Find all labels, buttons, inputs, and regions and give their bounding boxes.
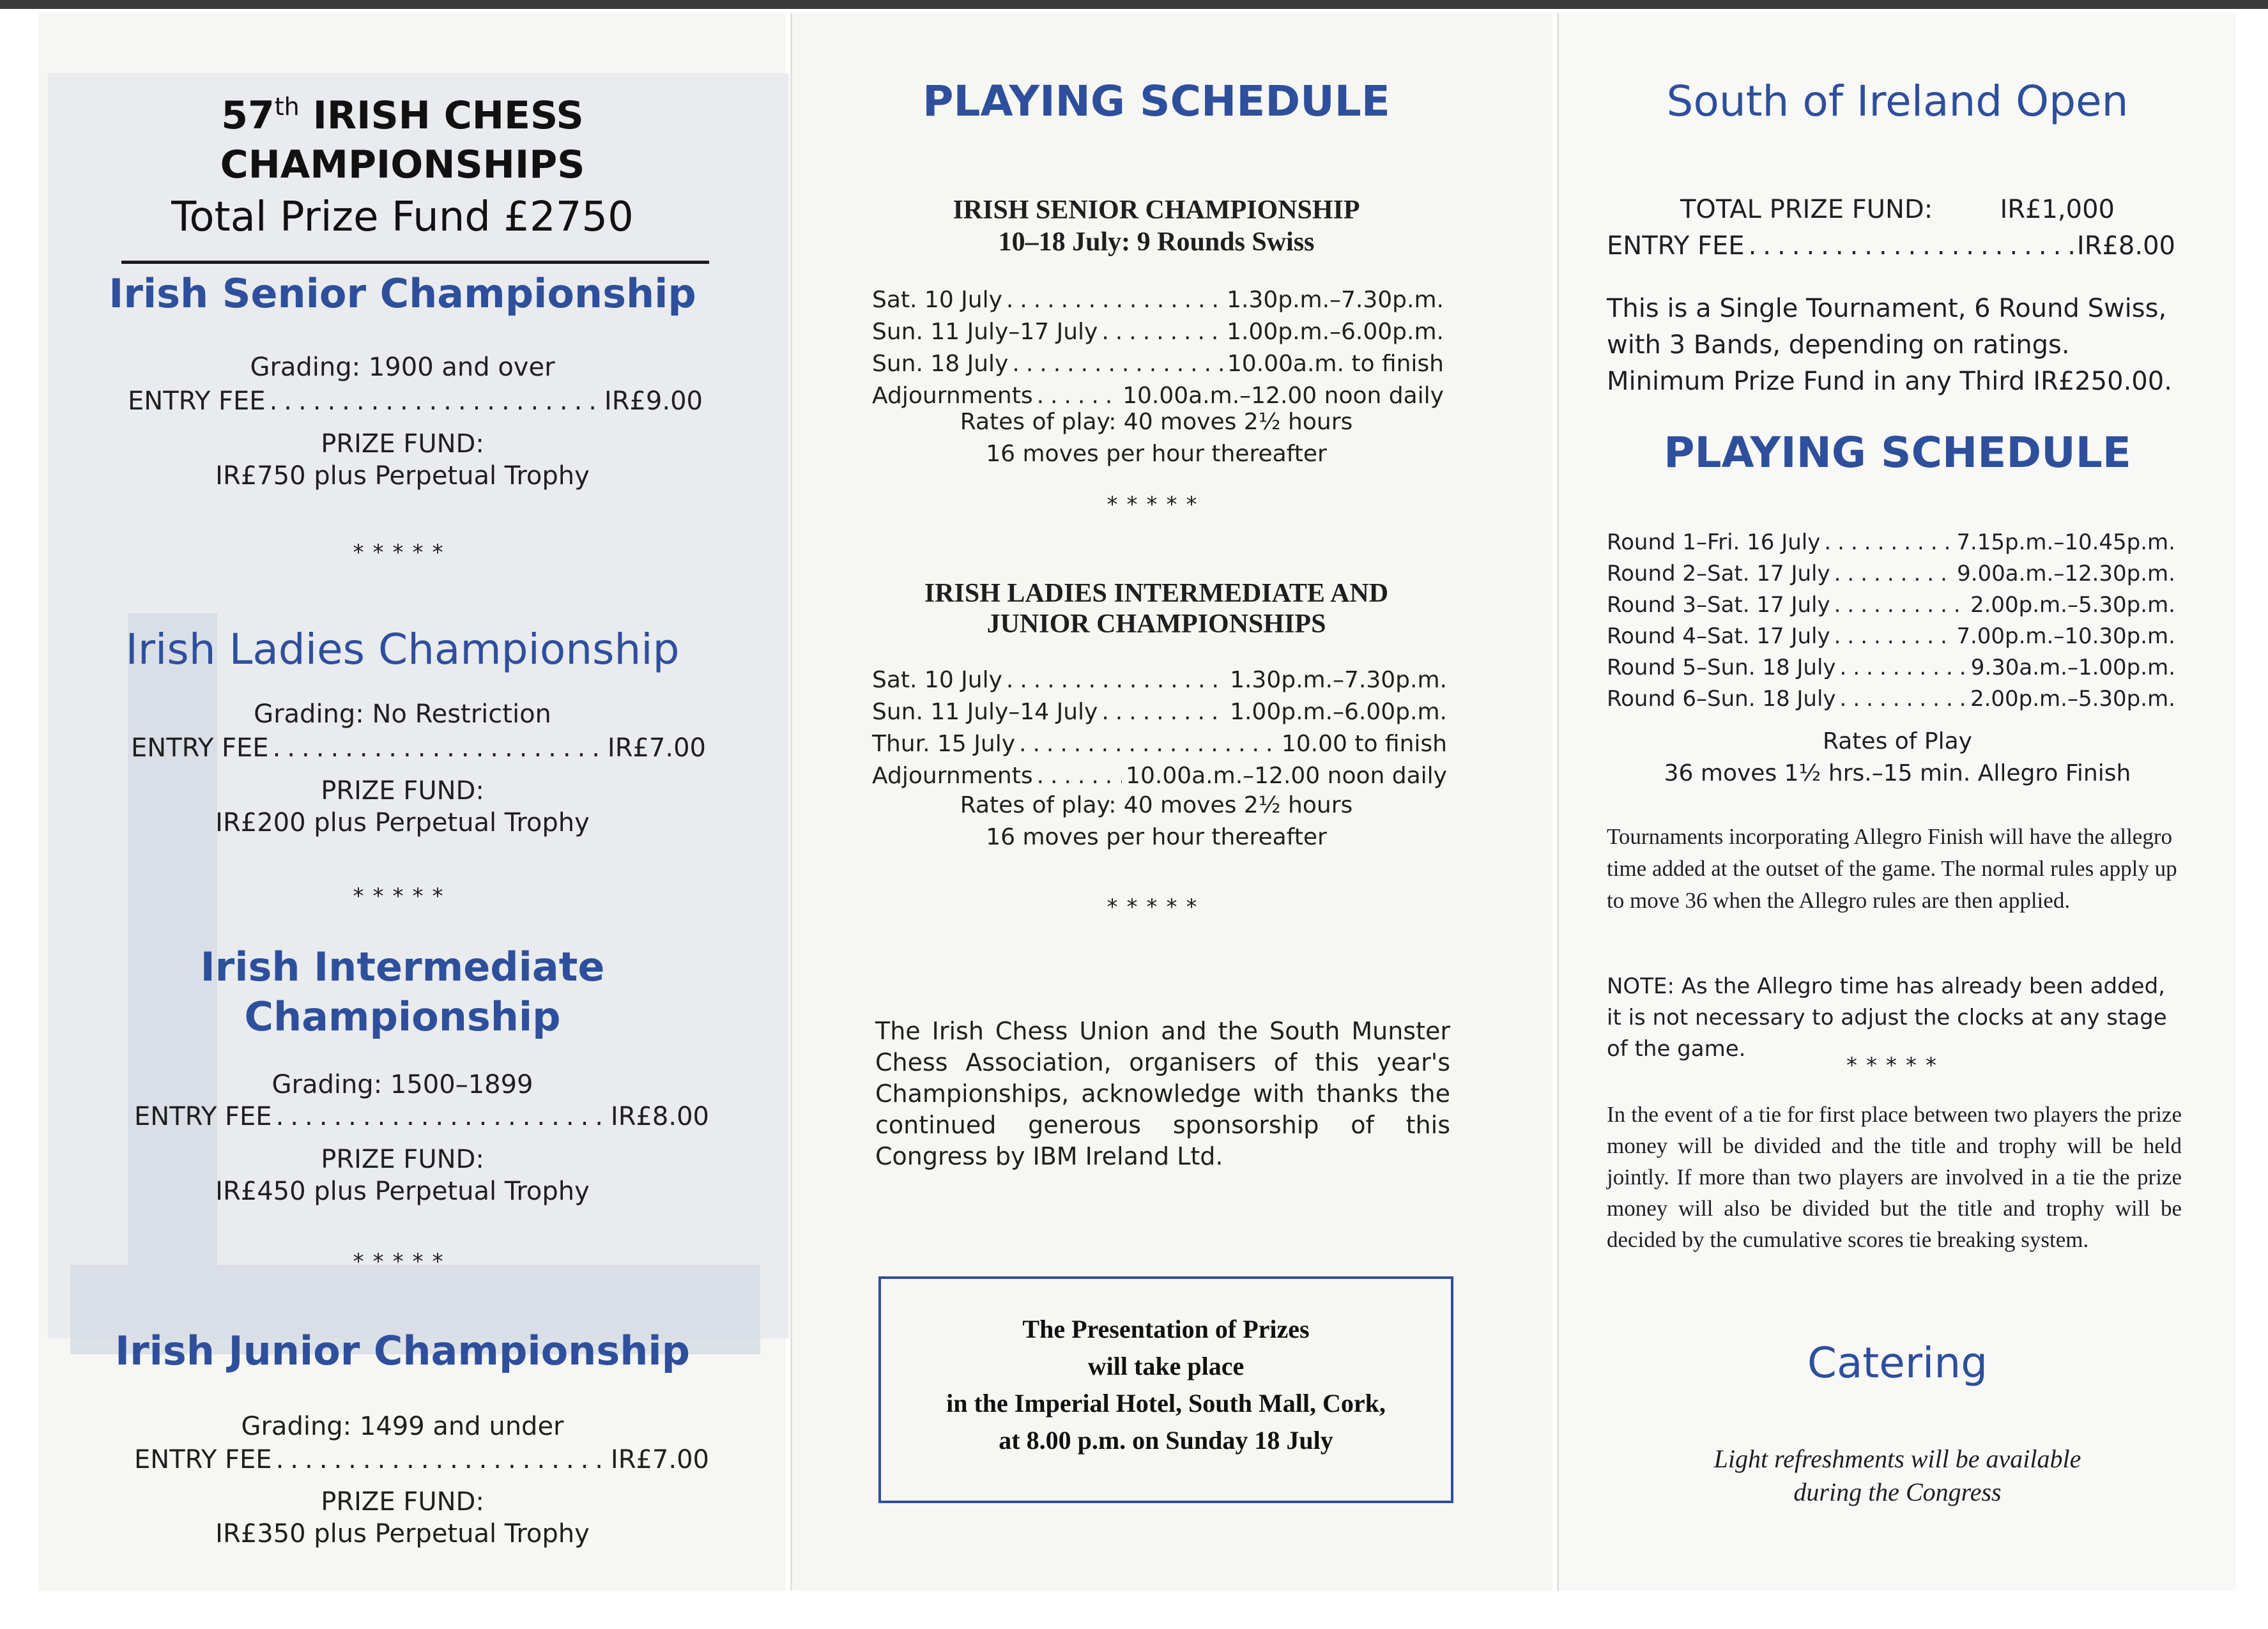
senior-rates-line1: Rates of play: 40 moves 2½ hours [960,409,1353,435]
round-row [1607,590,2175,621]
open-heading: South of Ireland Open [1666,77,2129,126]
separator-stars: ***** [1107,894,1206,920]
grading-intermediate: Grading: 1500–1899 [272,1070,533,1099]
leader-dots [1037,760,1122,792]
schedule-row [872,380,1444,412]
senior-rates-line2: 16 moves per hour thereafter [986,441,1327,467]
section-title-intermediate-line2: Championship [244,993,561,1040]
note-text: NOTE: As the Allegro time has already been added, it is not necessary to adjust the clocks at any stage of the game. [1607,974,2167,1062]
round-time: 9.30a.m.–1.00p.m. [1970,655,2175,680]
grading-senior: Grading: 1900 and over [250,353,555,382]
round-row [1607,527,2175,558]
ladies-schedule-title: IRISH LADIES INTERMEDIATE AND [924,579,1389,608]
separator-stars: ***** [1846,1053,1945,1078]
presentation-box [878,1276,1453,1503]
round-time: 7.15p.m.–10.45p.m. [1956,530,2175,555]
schedule-row [872,316,1444,348]
separator-stars: ***** [353,540,452,565]
grading-junior: Grading: 1499 and under [241,1412,564,1441]
section-title-senior: Irish Senior Championship [109,270,696,317]
schedule-day: Sun. 11 July–14 July [872,699,1098,725]
leader-dots [1840,684,1966,715]
section-title-intermediate: Irish Intermediate [200,944,605,990]
edition-suffix: th [274,93,300,121]
round-time: 9.00a.m.–12.30p.m. [1957,561,2175,586]
entry-value: IR£8.00 [2076,231,2175,261]
total-prize-fund: Total Prize Fund £2750 [171,194,634,241]
rounds-table [1607,527,2175,715]
schedule-time: 10.00a.m.–12.00 noon daily [1126,763,1447,789]
schedule-time: 1.30p.m.–7.30p.m. [1230,667,1447,693]
prize-value-junior: IR£350 plus Perpetual Trophy [215,1519,590,1549]
leader-dots [1006,664,1226,696]
ladies-schedule-title-line2: JUNIOR CHAMPIONSHIPS [986,609,1326,639]
presentation-line-1: The Presentation of Prizes [1022,1315,1310,1343]
leader-dots [273,733,604,763]
leader-dots [1834,590,1966,621]
round-row [1607,684,2175,715]
round-label: Round 1–Fri. 16 July [1607,530,1821,555]
round-label: Round 5–Sun. 18 July [1607,655,1836,680]
section-title-ladies: Irish Ladies Championship [125,625,680,674]
total-value: IR£1,000 [2000,195,2115,224]
total-prize-fund-row [1680,195,2115,224]
grading-ladies: Grading: No Restriction [254,700,551,729]
prize-value-senior: IR£750 plus Perpetual Trophy [215,461,590,491]
round-row [1607,558,2175,590]
ladies-rates-line2: 16 moves per hour thereafter [986,824,1327,850]
tournament-description: This is a Single Tournament, 6 Round Swiss, with 3 Bands, depending on ratings. Minimum Prize Fund in any Third IR£250.00. [1607,294,2172,396]
round-time: 7.00p.m.–10.30p.m. [1956,623,2175,649]
schedule-day: Sun. 18 July [872,351,1009,377]
schedule-row [872,696,1447,728]
entry-fee-senior [128,386,703,416]
prize-value-ladies: IR£200 plus Perpetual Trophy [215,808,590,837]
prize-value-intermediate: IR£450 plus Perpetual Trophy [215,1177,590,1206]
schedule-time: 10.00a.m. to finish [1227,351,1444,377]
senior-schedule-subtitle: 10–18 July: 9 Rounds Swiss [998,227,1315,257]
tie-break-text: In the event of a tie for first place between two players the prize money will be divided and the title and trophy will be held jointly. If more than two players are involved in a tie the prize money will also be divided but the title and trophy will be decided by the cumulative scores tie breaking system. [1607,1102,2182,1252]
schedule-time: 1.00p.m.–6.00p.m. [1227,319,1444,345]
leader-dots [1012,348,1223,380]
schedule-time: 10.00a.m.–12.00 noon daily [1123,383,1444,409]
entry-value: IR£8.00 [610,1102,709,1131]
schedule-heading: PLAYING SCHEDULE [923,77,1390,126]
entry-value: IR£7.00 [610,1445,709,1474]
schedule-row [872,664,1447,696]
separator-stars: ***** [353,1249,452,1274]
open-schedule-heading: PLAYING SCHEDULE [1664,428,2131,477]
leader-dots [1037,380,1119,412]
fold-line [790,13,792,1591]
entry-label: ENTRY FEE [128,386,266,416]
schedule-row [872,348,1444,380]
entry-label: ENTRY FEE [131,733,269,763]
ladies-rates-line1: Rates of play: 40 moves 2½ hours [960,792,1353,818]
leader-dots [276,1102,607,1131]
leader-dots [1101,696,1226,728]
leader-dots [1834,558,1953,590]
prize-label-intermediate: PRIZE FUND: [321,1145,484,1174]
leader-dots [1834,621,1953,652]
schedule-day: Sat. 10 July [872,667,1002,693]
schedule-day: Adjournments [872,763,1033,789]
catering-heading: Catering [1807,1338,1988,1388]
main-title-block [83,83,722,244]
leader-dots [1006,284,1223,316]
schedule-time: 1.30p.m.–7.30p.m. [1227,287,1444,313]
round-row [1607,652,2175,684]
senior-schedule-title: IRISH SENIOR CHAMPIONSHIP [953,195,1360,225]
title-line-1: IRISH CHESS [312,93,584,138]
prize-label-junior: PRIZE FUND: [321,1487,484,1517]
leader-dots [1840,652,1967,684]
entry-label: ENTRY FEE [1607,231,1745,261]
entry-label: ENTRY FEE [134,1445,272,1474]
schedule-day: Sun. 11 July–17 July [872,319,1098,345]
separator-stars: ***** [1107,492,1206,517]
entry-value: IR£7.00 [607,733,706,763]
leader-dots [1101,316,1223,348]
fold-line [1557,13,1559,1591]
entry-fee-row [1607,231,2175,261]
scan-top-edge [0,0,2268,9]
round-label: Round 3–Sat. 17 July [1607,592,1830,618]
sponsor-acknowledgement: The Irish Chess Union and the South Munster Chess Association, organisers of this year's Championships, acknowledge with thanks the continued generous sponsorship of this Congress by IBM Ireland Ltd. [875,1017,1450,1170]
leader-dots [1749,231,2073,261]
schedule-row [872,728,1447,760]
allegro-text: Tournaments incorporating Allegro Finish will have the allegro time added at the outset of the game. The normal rules apply up to move 36 when the Allegro rules are then applied. [1607,824,2177,913]
schedule-row [872,760,1447,792]
round-row [1607,621,2175,652]
schedule-day: Thur. 15 July [872,731,1015,757]
schedule-row [872,284,1444,316]
round-time: 2.00p.m.–5.30p.m. [1970,592,2175,618]
entry-fee-junior [134,1445,709,1474]
schedule-day: Sat. 10 July [872,287,1002,313]
entry-fee-intermediate [134,1102,709,1131]
schedule-time: 1.00p.m.–6.00p.m. [1230,699,1447,725]
leader-dots [276,1445,607,1474]
catering-line-1: Light refreshments will be available [1713,1444,2081,1473]
entry-value: IR£9.00 [604,386,703,416]
section-title-junior: Irish Junior Championship [115,1327,690,1374]
prize-label-ladies: PRIZE FUND: [321,776,484,806]
ladies-schedule-table [872,664,1447,792]
round-label: Round 6–Sun. 18 July [1607,686,1836,712]
total-label: TOTAL PRIZE FUND: [1680,195,1933,224]
separator-stars: ***** [353,883,452,909]
entry-fee-ladies [131,733,706,763]
title-divider [121,261,709,264]
round-label: Round 4–Sat. 17 July [1607,623,1830,649]
leader-dots [1019,728,1278,760]
edition-number: 57 [221,93,275,138]
catering-line-2: during the Congress [1793,1478,2002,1506]
leader-dots [270,386,601,416]
prize-label-senior: PRIZE FUND: [321,429,484,459]
rates-value: 36 moves 1½ hrs.–15 min. Allegro Finish [1664,760,2131,786]
round-label: Round 2–Sat. 17 July [1607,561,1830,586]
schedule-time: 10.00 to finish [1281,731,1447,757]
presentation-line-3: in the Imperial Hotel, South Mall, Cork, [946,1389,1386,1418]
senior-schedule-table [872,284,1444,412]
round-time: 2.00p.m.–5.30p.m. [1970,686,2175,712]
schedule-day: Adjournments [872,383,1033,409]
entry-label: ENTRY FEE [134,1102,272,1131]
presentation-line-2: will take place [1087,1352,1245,1380]
leader-dots [1824,527,1952,558]
title-line-2: CHAMPIONSHIPS [220,142,585,187]
presentation-line-4: at 8.00 p.m. on Sunday 18 July [999,1426,1333,1455]
rates-label: Rates of Play [1823,728,1972,754]
